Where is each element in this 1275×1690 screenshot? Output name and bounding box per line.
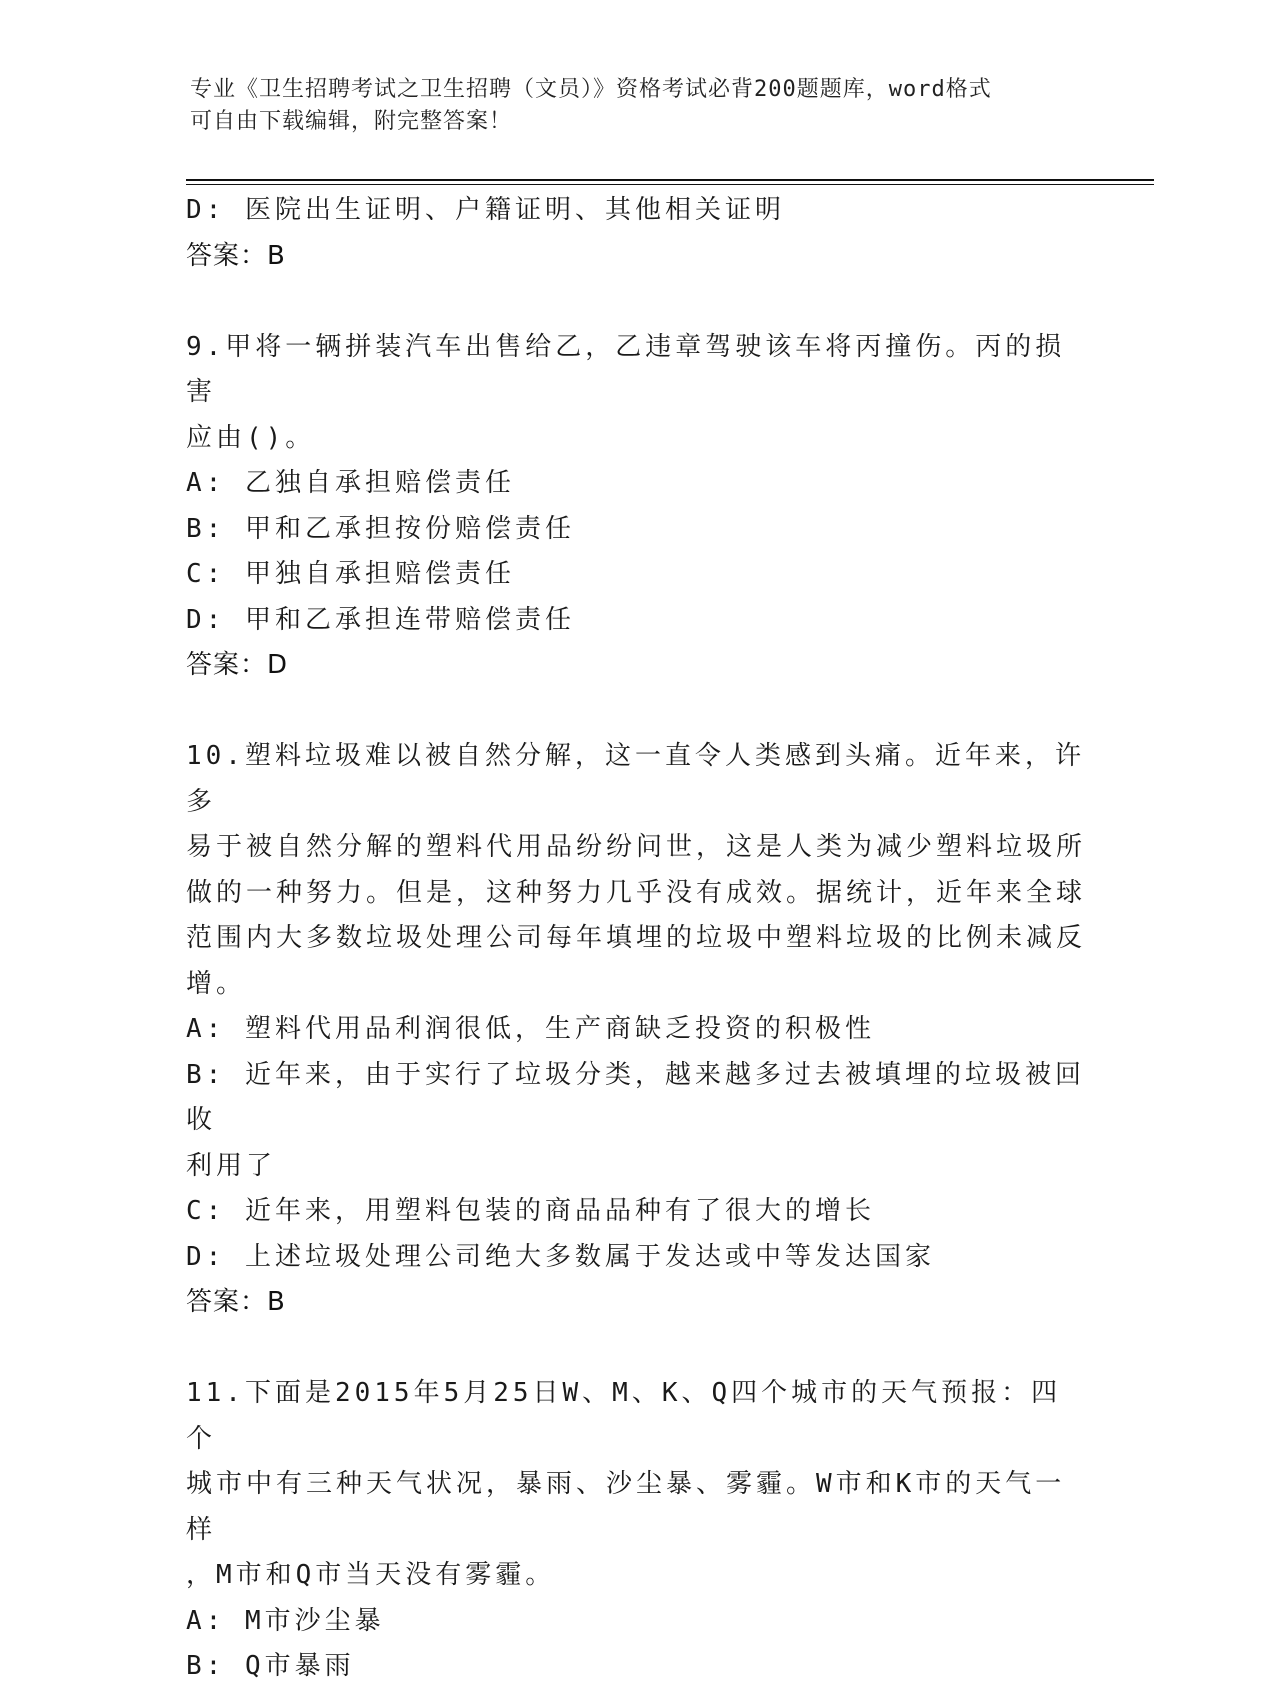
question-stem: 范围内大多数垃圾处理公司每年填埋的垃圾中塑料垃圾的比例未减反 — [186, 923, 1087, 953]
option-d: D: 上述垃圾处理公司绝大多数属于发达或中等发达国家 — [186, 1241, 935, 1272]
option-d: D: 医院出生证明、户籍证明、其他相关证明 — [186, 195, 785, 225]
spacer — [186, 279, 1086, 325]
document-header — [190, 74, 1090, 138]
option-d: D: 甲和乙承担连带赔偿责任 — [186, 604, 575, 635]
option-a: A: M市沙尘暴 — [186, 1605, 385, 1636]
question-stem: 11.下面是2015年5月25日W、M、K、Q四个城市的天气预报：四个 — [186, 1378, 1062, 1454]
question-9 — [186, 325, 1086, 689]
header-line-1: 专业《卫生招聘考试之卫生招聘（文员）》资格考试必背200题题库，word格式 — [190, 77, 992, 102]
option-b-continued: 利用了 — [186, 1150, 277, 1181]
question-stem: 做的一种努力。但是，这种努力几乎没有成效。据统计，近年来全球 — [186, 877, 1087, 908]
question-11 — [186, 1371, 1086, 1690]
question-stem: 9.甲将一辆拼装汽车出售给乙，乙违章驾驶该车将丙撞伤。丙的损害 — [186, 331, 1066, 407]
spacer — [186, 1326, 1086, 1372]
option-a: A: 塑料代用品利润很低，生产商缺乏投资的积极性 — [186, 1014, 875, 1044]
option-b: B: 近年来，由于实行了垃圾分类，越来越多过去被填埋的垃圾被回收 — [186, 1059, 1085, 1135]
question-stem: ，M市和Q市当天没有雾霾。 — [186, 1560, 556, 1590]
question-10 — [186, 734, 1086, 1326]
question-stem: 10.塑料垃圾难以被自然分解，这一直令人类感到头痛。近年来，许多 — [186, 741, 1085, 817]
header-divider-thin — [186, 184, 1154, 185]
question-stem: 城市中有三种天气状况，暴雨、沙尘暴、雾霾。W市和K市的天气一样 — [186, 1469, 1066, 1545]
option-c: C: 近年来，用塑料包装的商品品种有了很大的增长 — [186, 1196, 875, 1226]
question-stem: 增。 — [186, 968, 247, 999]
answer-line: 答案：D — [186, 650, 289, 680]
option-b: B: Q市暴雨 — [186, 1651, 355, 1681]
option-c: C: 甲独自承担赔偿责任 — [186, 559, 515, 589]
answer-line: 答案：B — [186, 240, 286, 271]
answer-line: 答案：B — [186, 1287, 286, 1317]
question-list — [186, 188, 1086, 1690]
option-a: A: 乙独自承担赔偿责任 — [186, 468, 515, 498]
question-stem: 应由()。 — [186, 422, 316, 453]
header-divider-thick — [186, 179, 1154, 181]
question-stem: 易于被自然分解的塑料代用品纷纷问世，这是人类为减少塑料垃圾所 — [186, 832, 1087, 862]
header-line-2: 可自由下载编辑，附完整答案！ — [190, 109, 513, 134]
spacer — [186, 689, 1086, 735]
option-b: B: 甲和乙承担按份赔偿责任 — [186, 513, 575, 544]
question-8-fragment — [186, 188, 1086, 279]
